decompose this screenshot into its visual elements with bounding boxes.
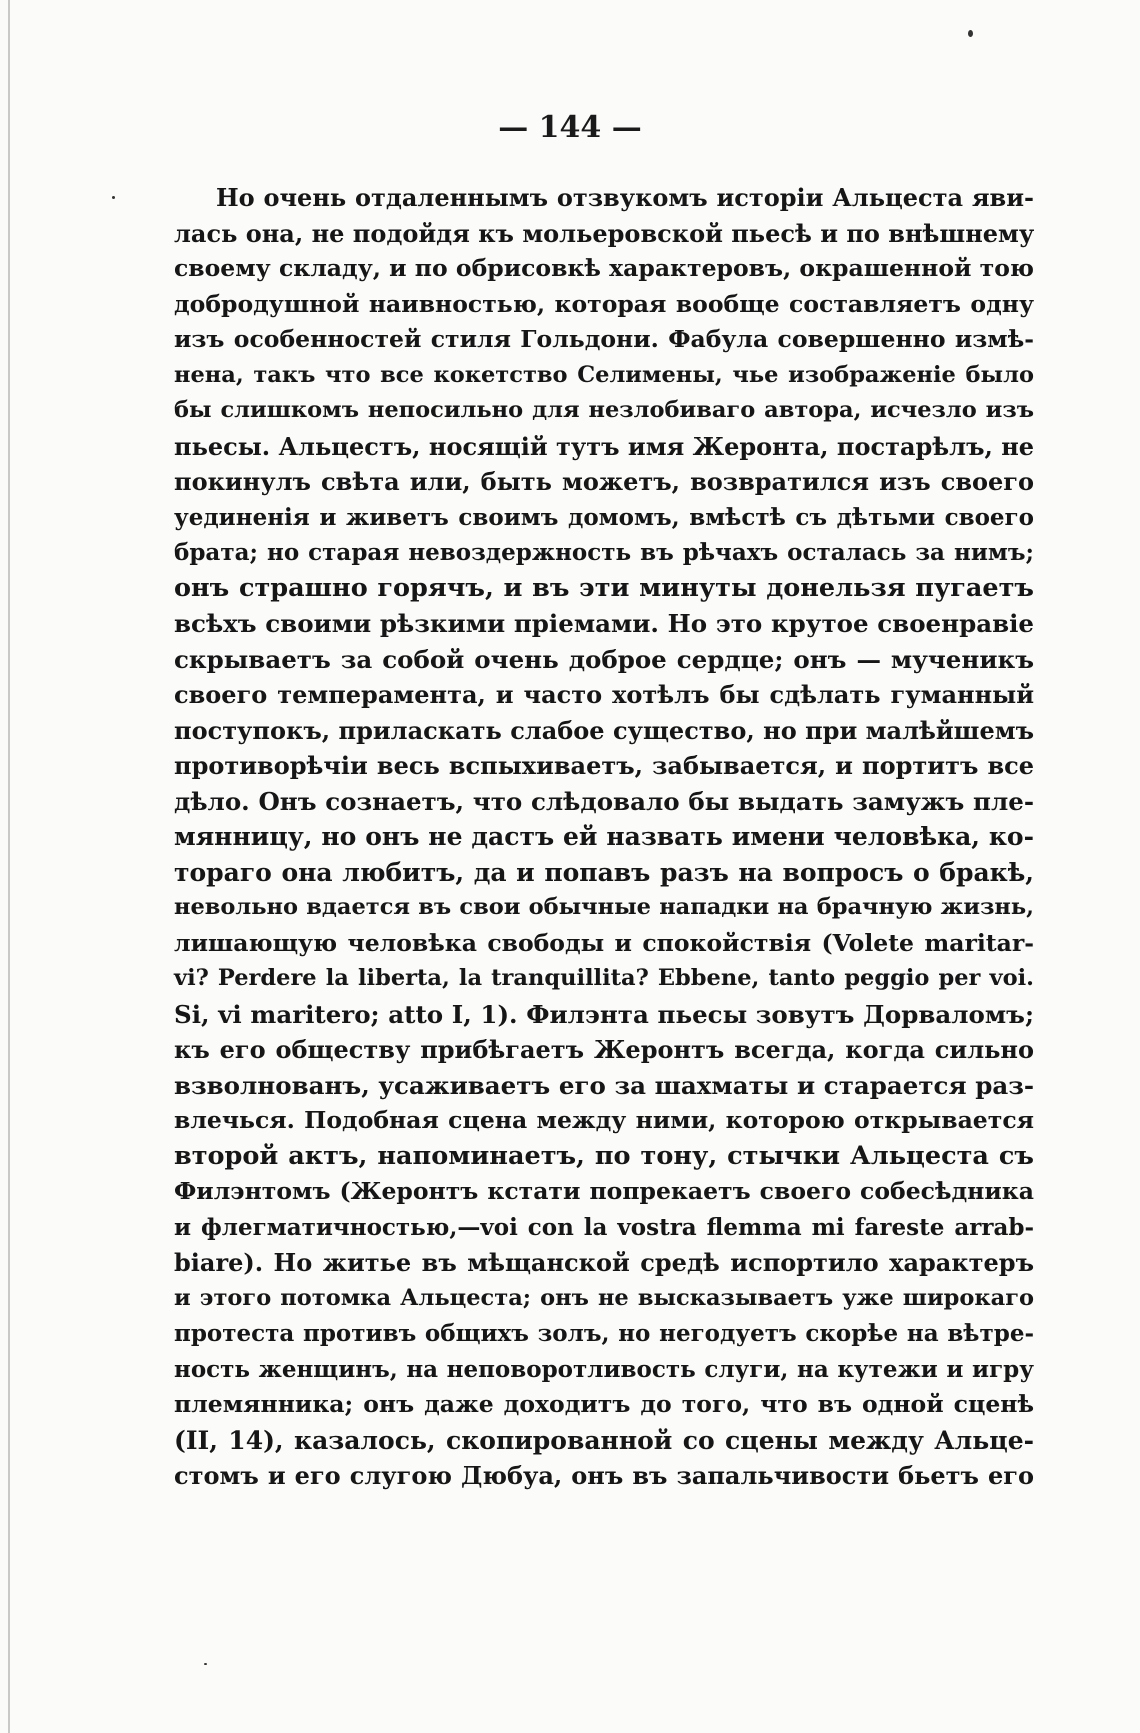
text-line: своему складу, и по обрисовкѣ характеровъ, окрашенной тою	[174, 254, 1034, 282]
text-line: онъ страшно горячъ, и въ эти минуты донельзя пугаетъ	[174, 572, 1034, 603]
text-line: бы слишкомъ непосильно для незлобиваго автора, исчезло изъ	[174, 397, 1034, 423]
text-line: своего темперамента, и часто хотѣлъ бы сдѣлать гуманный	[174, 680, 1034, 709]
text-line: скрываетъ за собой очень доброе сердце; онъ — мученикъ	[174, 644, 1034, 674]
text-line: изъ особенностей стиля Гольдони. Фабула совершенно измѣ-	[174, 325, 1034, 353]
text-line: второй актъ, напоминаетъ, по тону, стычки Альцеста съ	[174, 1140, 1034, 1171]
text-line: Но очень отдаленнымъ отзвукомъ исторіи Альцеста яви-	[216, 183, 1034, 212]
text-line: и флегматичностью,—voi con la vostra flemma mi fareste arrab-	[174, 1213, 1034, 1241]
text-line: невольно вдается въ свои обычные нападки на брачную жизнь,	[174, 894, 1034, 920]
text-line: всѣхъ своими рѣзкими пріемами. Но это крутое своенравіе	[174, 609, 1034, 638]
text-line: влечься. Подобная сцена между ними, которою открывается	[174, 1106, 1034, 1134]
text-line: Si, vi maritero; atto I, 1). Филэнта пьесы зовутъ Дорваломъ;	[174, 999, 1034, 1029]
text-line: vi? Perdere la liberta, la tranquillita? Ebbene, tanto peggio per voi.	[174, 965, 1034, 991]
text-line: добродушной наивностью, которая вообще составляетъ одну	[174, 289, 1034, 318]
text-line: покинулъ свѣта или, быть можетъ, возвратился изъ своего	[174, 467, 1034, 496]
text-line: (II, 14), казалось, скопированной со сцены между Альце-	[174, 1425, 1034, 1455]
text-line: племянника; онъ даже доходитъ до того, что въ одной сценѣ	[174, 1390, 1034, 1418]
ink-speck	[204, 1663, 207, 1665]
text-line: мянницу, но онъ не дастъ ей назвать имени человѣка, ко-	[174, 822, 1034, 851]
text-line: взволнованъ, усаживаетъ его за шахматы и старается раз-	[174, 1070, 1034, 1100]
paragraph	[174, 180, 1034, 1494]
page-number: — 144 —	[498, 110, 642, 145]
text-line: противорѣчіи весь вспыхиваетъ, забывается, и портитъ все	[174, 751, 1034, 780]
page-left-edge	[8, 0, 10, 1733]
text-line: тораго она любитъ, да и попавъ разъ на вопросъ о бракѣ,	[174, 857, 1034, 887]
text-line: протеста противъ общихъ золъ, но негодуетъ скорѣе на вѣтре-	[174, 1320, 1034, 1347]
text-line: брата; но старая невоздержность въ рѣчахъ осталась за нимъ;	[174, 539, 1034, 566]
text-line: лишающую человѣка свободы и спокойствія (Volete maritar-	[174, 928, 1034, 957]
text-line: уединенія и живетъ своимъ домомъ, вмѣстѣ съ дѣтьми своего	[174, 503, 1034, 531]
text-line: biare). Но житье въ мѣщанской средѣ испортило характеръ	[174, 1248, 1034, 1277]
text-line: и этого потомка Альцеста; онъ не высказываетъ уже широкаго	[174, 1284, 1034, 1311]
ink-speck	[112, 196, 115, 199]
text-line: къ его обществу прибѣгаетъ Жеронтъ всегда, когда сильно	[174, 1035, 1034, 1064]
text-line: лась она, не подойдя къ мольеровской пьесѣ и по внѣшнему	[174, 218, 1035, 248]
ink-speck	[968, 30, 973, 37]
text-line: Филэнтомъ (Жеронтъ кстати попрекаетъ своего собесѣдника	[174, 1177, 1034, 1205]
text-line: ность женщинъ, на неповоротливость слуги, на кутежи и игру	[174, 1355, 1034, 1383]
text-line: дѣло. Онъ сознаетъ, что слѣдовало бы выдать замужъ пле-	[174, 786, 1034, 816]
text-line: стомъ и его слугою Дюбуа, онъ въ запальчивости бьетъ его	[174, 1461, 1034, 1490]
text-line: пьесы. Альцестъ, носящій тутъ имя Жеронта, постарѣлъ, не	[174, 431, 1035, 461]
text-line: поступокъ, приласкать слабое существо, но при малѣйшемъ	[174, 715, 1034, 745]
text-line: нена, такъ что все кокетство Селимены, чье изображеніе было	[174, 361, 1034, 388]
